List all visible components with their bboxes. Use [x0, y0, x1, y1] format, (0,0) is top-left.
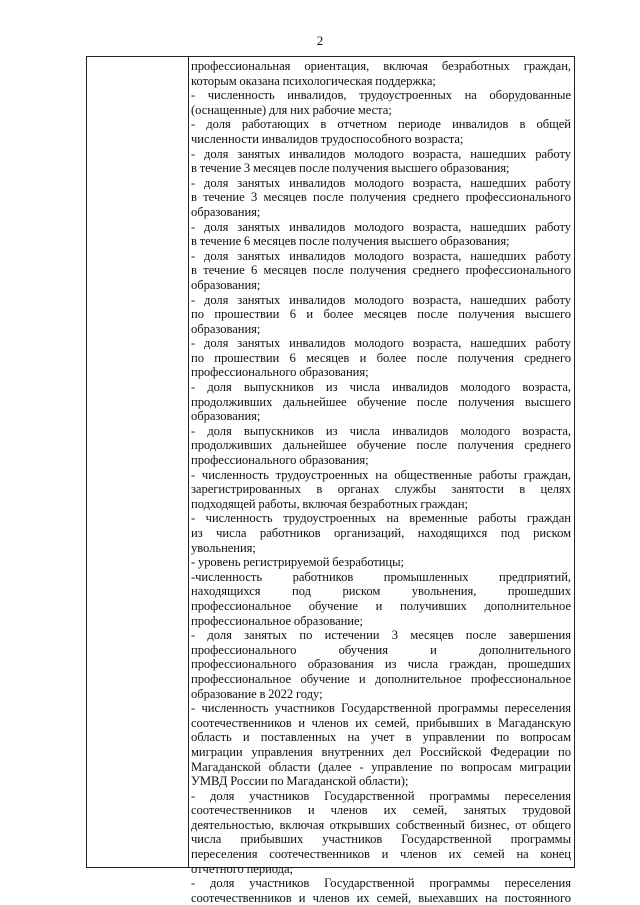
text-line: - численность участников Государственной программы переселения [191, 701, 571, 716]
text-line: профессионального образования из числа граждан, прошедших [191, 657, 571, 672]
text-line: - численность трудоустроенных на общественные работы граждан, [191, 467, 571, 482]
text-line: профессиональное образование; [191, 613, 363, 628]
text-line: Магаданской области (далее - управление по вопросам миграции [191, 759, 571, 774]
text-line: профессионального образования; [191, 453, 369, 468]
text-line: образования; [191, 204, 261, 219]
text-line: - численность инвалидов, трудоустроенных на оборудованные [191, 88, 571, 103]
text-line: - доля занятых инвалидов молодого возраста, нашедших работу [191, 248, 571, 263]
text-line: численности инвалидов трудоспособного возраста; [191, 131, 464, 146]
text-line: продолживших дальнейшее обучение после получения среднего [191, 438, 571, 453]
text-line: увольнения; [191, 540, 256, 555]
text-line: область и поставленных на учет в управлении по вопросам [191, 730, 571, 745]
text-line: в течение 6 месяцев после получения среднего профессионального [191, 263, 571, 278]
text-line: образования; [191, 277, 261, 292]
text-line: которым оказана психологическая поддержка; [191, 73, 436, 88]
text-line: соотечественников и членов их семей, занятых трудовой [191, 803, 571, 818]
text-line: соотечественников и членов их семей, выехавших на постоянного [191, 890, 571, 905]
text-line: профессиональная ориентация, включая безработных граждан, [191, 59, 571, 73]
text-line: отчетного периода; [191, 861, 293, 876]
text-line: профессионального образования; [191, 365, 369, 380]
text-line: миграции управления внутренних дел Российской Федерации по [191, 744, 571, 759]
text-line: переселения соотечественников и членов их семей на конец [191, 847, 571, 862]
text-line: продолживших дальнейшее обучение после получения высшего [191, 394, 571, 409]
text-line: деятельностью, включая открывших собственный бизнес, от общего [191, 817, 571, 832]
text-line: из числа работников организаций, находящихся под риском [191, 526, 571, 540]
text-line: по прошествии 6 месяцев и более после получения среднего [191, 350, 571, 365]
text-line: подходящей работы, включая безработных граждан; [191, 496, 469, 511]
text-line: числа прибывших участников Государственной программы [191, 832, 571, 847]
text-line: - доля работающих в отчетном периоде инвалидов в общей [191, 117, 571, 132]
text-line: - доля занятых инвалидов молодого возраста, нашедших работу [191, 146, 571, 161]
text-line: - доля участников Государственной программы переселения [191, 788, 571, 803]
text-line: образования; [191, 409, 261, 424]
text-line: по прошествии 6 и более месяцев после получения высшего [191, 307, 571, 322]
text-line: - доля занятых инвалидов молодого возраста, нашедших работу [191, 175, 571, 190]
text-line: - доля выпускников из числа инвалидов молодого возраста, [191, 380, 571, 395]
text-line: профессионального обучения и дополнительного [191, 642, 571, 657]
column-divider [188, 56, 189, 868]
text-line: - численность трудоустроенных на временные работы граждан [191, 511, 571, 526]
text-line: соотечественников и членов их семей, прибывших в Магаданскую [191, 715, 571, 730]
text-line: находящихся под риском увольнения, прошедших [191, 584, 571, 599]
text-line: образование в 2022 году; [191, 686, 323, 701]
text-line: зарегистрированных в органах службы занятости в целях [191, 482, 571, 497]
text-line: в течение 6 месяцев после получения высшего образования; [191, 234, 510, 249]
text-line: образования; [191, 321, 261, 336]
text-line: в течение 3 месяцев после получения среднего профессионального [191, 190, 571, 205]
text-line: профессиональное обучение и получивших дополнительное [191, 598, 571, 613]
text-line: профессиональное обучение и дополнительное профессиональное [191, 671, 571, 686]
text-line: - доля занятых по истечении 3 месяцев после завершения [191, 628, 571, 643]
text-line: - доля занятых инвалидов молодого возраста, нашедших работу [191, 292, 571, 307]
text-line: -численность работников промышленных предприятий, [191, 569, 571, 584]
text-line: - уровень регистрируемой безработицы; [191, 555, 404, 570]
indicators-text-cell [191, 59, 571, 905]
text-line: (оснащенные) для них рабочие места; [191, 102, 392, 117]
text-line: в течение 3 месяцев после получения высшего образования; [191, 161, 510, 176]
text-line: - доля выпускников из числа инвалидов молодого возраста, [191, 423, 571, 438]
text-line: - доля участников Государственной программы переселения [191, 876, 571, 891]
text-line: УМВД России по Магаданской области); [191, 774, 409, 789]
text-line: - доля занятых инвалидов молодого возраста, нашедших работу [191, 336, 571, 351]
page-number: 2 [316, 33, 324, 48]
text-line: - доля занятых инвалидов молодого возраста, нашедших работу [191, 219, 571, 234]
